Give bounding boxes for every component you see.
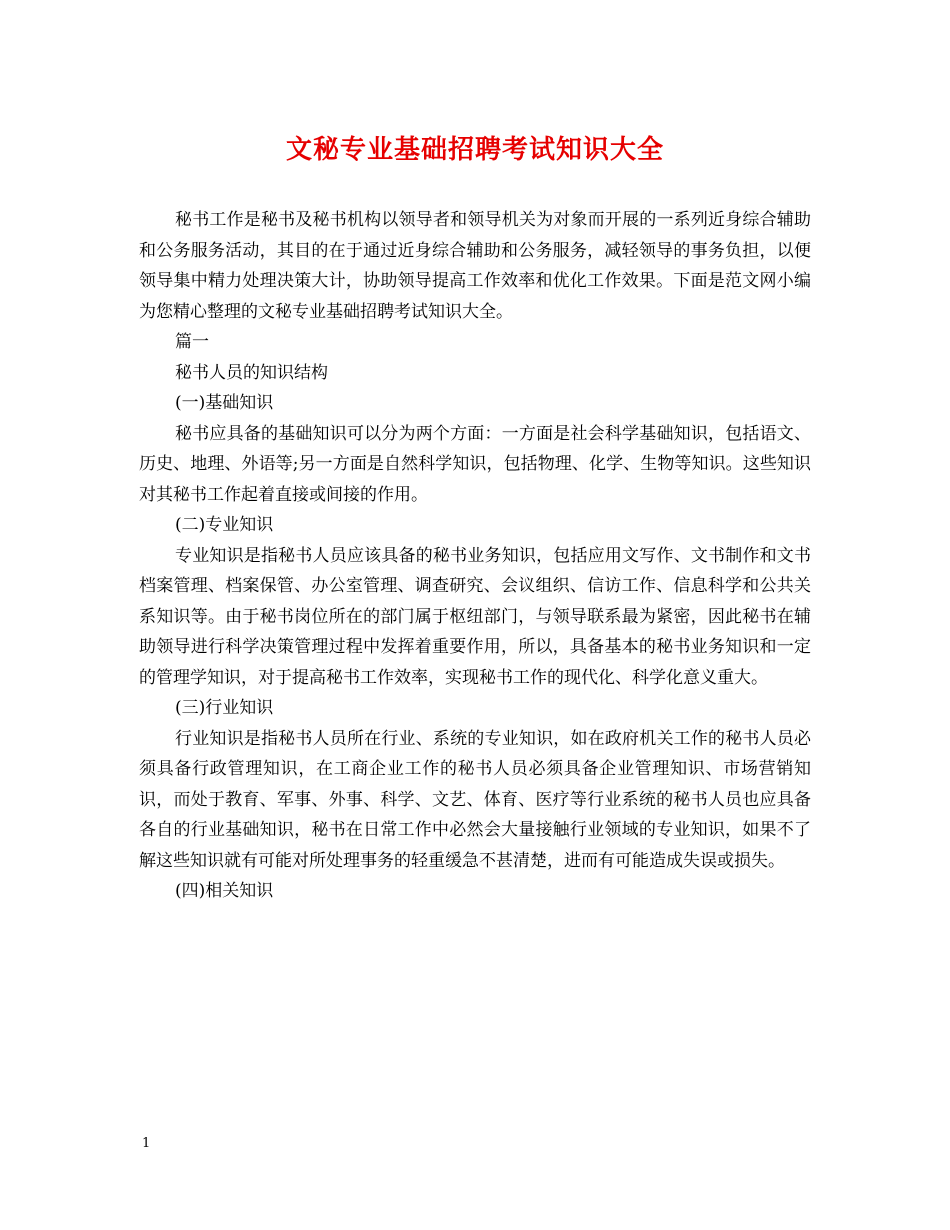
subsection-heading-industry: (三)行业知识 <box>175 698 274 718</box>
section-heading: 秘书人员的知识结构 <box>175 362 328 383</box>
paragraph-professional-knowledge: 专业知识是指秘书人员应该具备的秘书业务知识，包括应用文写作、文书制作和文书档案管理、档案保管、办公室管理、调查研究、会议组织、信访工作、信息科学和公共关系知识等。由于秘书岗位所在的部门属于枢纽部门，与领导联系最为紧密，因此秘书在辅助领导进行科学决策管理过程中发挥着重要作用，所以，具备基本的秘书业务知识和一定的管理学知识，对于提高秘书工作效率，实现秘书工作的现代化、科学化意义重大。 <box>139 545 811 688</box>
document-title: 文秘专业基础招聘考试知识大全 <box>285 135 664 165</box>
subsection-heading-professional: (二)专业知识 <box>175 515 274 535</box>
page-number: 1 <box>142 1136 151 1151</box>
paragraph-industry-knowledge: 行业知识是指秘书人员所在行业、系统的专业知识，如在政府机关工作的秘书人员必须具备行政管理知识，在工商企业工作的秘书人员必须具备企业管理知识、市场营销知识，而处于教育、军事、外事、科学、文艺、体育、医疗等行业系统的秘书人员也应具备各自的行业基础知识，秘书在日常工作中必然会大量接触行业领域的专业知识，如果不了解这些知识就有可能对所处理事务的轻重缓急不甚清楚，进而有可能造成失误或损失。 <box>139 728 811 871</box>
section-label: 篇一 <box>175 332 209 352</box>
intro-paragraph: 秘书工作是秘书及秘书机构以领导者和领导机关为对象而开展的一系列近身综合辅助和公务服务活动，其目的在于通过近身综合辅助和公务服务，减轻领导的事务负担，以便领导集中精力处理决策大计，协助领导提高工作效率和优化工作效果。下面是范文网小编为您精心整理的文秘专业基础招聘考试知识大全。 <box>139 210 811 322</box>
document-body <box>139 205 811 907</box>
subsection-heading-related: (四)相关知识 <box>175 881 274 901</box>
paragraph-basic-knowledge: 秘书应具备的基础知识可以分为两个方面：一方面是社会科学基础知识，包括语文、历史、地理、外语等;另一方面是自然科学知识，包括物理、化学、生物等知识。这些知识对其秘书工作起着直接或间接的作用。 <box>139 423 811 505</box>
subsection-heading-basic: (一)基础知识 <box>175 393 274 413</box>
